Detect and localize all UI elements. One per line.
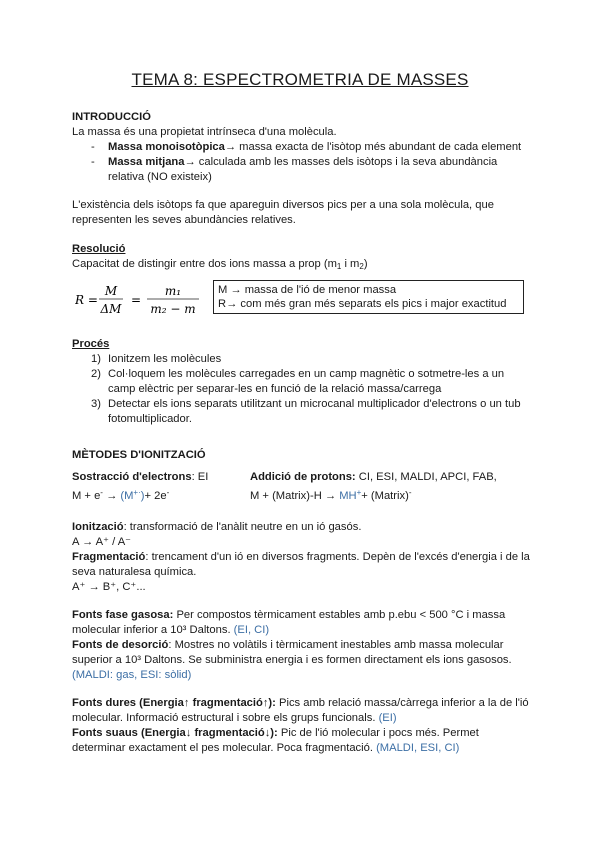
proces-heading: Procés (72, 338, 110, 350)
sostraccio-term: Sostracció d'electrons (72, 471, 192, 483)
formula-eq: = (131, 293, 142, 307)
addicio-equation (250, 485, 411, 504)
fragmentacio-text-cont: seva naturalesa química. (72, 566, 197, 578)
fonts-dures-cont (72, 711, 397, 726)
step-number: 1) (91, 353, 101, 365)
fonts-suaus-text-cont: determinar exactament el pes molecular. Poca fragmentació. (72, 742, 377, 754)
sostraccio-rest: : EI (191, 471, 209, 483)
intro-paragraph-2: representen les seves abundàncies relatives. (72, 214, 296, 226)
step-text: Ionitzem les molècules (108, 353, 222, 365)
list-item (91, 155, 531, 185)
resolucio-text: Capacitat de distingir entre dos ions massa a prop (m (72, 258, 337, 270)
eq-part: → (102, 490, 121, 502)
fonts-suaus-term: Fonts suaus (Energia↓ fragmentació↓): (72, 727, 278, 739)
fonts-dures (72, 696, 542, 711)
sostraccio-equation (72, 485, 169, 504)
resolution-formula (75, 283, 215, 317)
eq-blue (339, 490, 361, 502)
box-line-2: R→ com més gran més separats els pics i major exactitud (218, 298, 507, 310)
fonts-dures-examples: (EI) (378, 712, 397, 724)
fonts-suaus-text: Pic de l'ió molecular i pocs més. Permet (277, 727, 479, 739)
eq-sup: - (408, 488, 412, 497)
resolucio-text-mid: i m (341, 258, 360, 270)
list-item (91, 140, 531, 155)
bullet-text: → calculada amb les masses dels isòtops i la seva abundància (184, 156, 498, 168)
subscript-2: 2 (359, 262, 364, 271)
fonts-suaus-examples: (MALDI, ESI, CI) (376, 742, 460, 754)
fonts-dures-term: Fonts dures (Energia↑ fragmentació↑): (72, 697, 276, 709)
step-number: 3) (91, 398, 101, 410)
step-text-cont: fotomultiplicador. (108, 413, 192, 425)
ionitzacio-term: Ionització (72, 521, 124, 533)
fragmentacio-equation: A⁺ → B⁺, C⁺... (72, 581, 146, 593)
formula-f2-num: m₁ (164, 284, 182, 298)
eq-part: M + e (72, 490, 101, 502)
bullet-term: Massa monoisotòpica (108, 141, 225, 153)
formula-lhs: R = (75, 293, 98, 307)
fonts-gasosa-term: Fonts fase gasosa: (72, 609, 174, 621)
ionitzacio-definition (72, 520, 361, 535)
bullet-marker: - (91, 141, 95, 153)
fonts-suaus (72, 726, 542, 741)
eq-part: + 2e (144, 490, 167, 502)
bullet-marker: - (91, 156, 95, 168)
sostraccio-electrons (72, 470, 208, 485)
eq-part: + (Matrix) (361, 490, 409, 502)
eq-blue-sup: +· (133, 488, 141, 497)
addicio-protons (250, 470, 497, 485)
page-title: TEMA 8: ESPECTROMETRIA DE MASSES (131, 70, 469, 89)
fonts-desorcio-examples: (MALDI: gas, ESI: sòlid) (72, 669, 192, 681)
list-item (91, 352, 531, 367)
ionitzacio-equation: A → A⁺ / A⁻ (72, 536, 132, 548)
addicio-term: Addició de protons: (250, 471, 356, 483)
bullet-term: Massa mitjana (108, 156, 185, 168)
list-item (91, 367, 541, 397)
fonts-gasosa-text-cont: molecular inferior a 10³ Daltons. (72, 624, 234, 636)
list-item (91, 397, 541, 427)
intro-paragraph-1: L'existència dels isòtops fa que apareguin diversos pics per a una sola molècula, que (72, 199, 494, 211)
eq-part: M + (Matrix)-H → (250, 490, 340, 502)
box-line-1: M → massa de l'ió de menor massa (218, 284, 397, 296)
fonts-gasosa-examples: (EI, CI) (233, 624, 270, 636)
subscript-1: 1 (336, 262, 342, 271)
fonts-dures-text-cont: molecular. Informació estructural i sobre els grups funcionals. (72, 712, 379, 724)
eq-blue-part: (M (120, 490, 134, 502)
resolucio-text-end: ) (363, 258, 368, 270)
step-number: 2) (91, 368, 101, 380)
intro-heading: INTRODUCCIÓ (72, 111, 151, 123)
eq-blue-part: MH (339, 490, 357, 502)
resolution-note-box (213, 280, 524, 314)
fonts-gasosa (72, 608, 542, 623)
step-text: Col·loquem les molècules carregades en un camp magnètic o sotmetre-les a un (108, 368, 505, 380)
eq-blue (120, 490, 144, 502)
bullet-text-cont: relativa (NO existeix) (108, 171, 212, 183)
fragmentacio-definition (72, 550, 532, 565)
formula-f1-num: M (104, 284, 118, 298)
resolucio-heading: Resolució (72, 243, 126, 255)
fonts-desorcio (72, 638, 542, 653)
fonts-gasosa-text: Per compostos tèrmicament estables amb p.ebu < 500 °C i massa (173, 609, 506, 621)
eq-sup: - (100, 488, 103, 497)
addicio-rest: CI, ESI, MALDI, APCI, FAB, (355, 471, 497, 483)
formula-f1-den: ΔM (100, 302, 122, 316)
intro-line: La massa és una propietat intrínseca d'una molècula. (72, 126, 337, 138)
resolucio-line (72, 257, 368, 274)
ionitzacio-text: : transformació de l'anàlit neutre en un ió gasós. (123, 521, 362, 533)
eq-blue-sup: + (356, 488, 362, 497)
fonts-dures-text: Pics amb relació massa/càrrega inferior a la de l'ió (275, 697, 529, 709)
fonts-gasosa-cont (72, 623, 269, 638)
fonts-desorcio-term: Fonts de desorció (72, 639, 169, 651)
step-text-cont: camp elèctric per separar-les en funció de la relació massa/carrega (108, 383, 442, 395)
formula-f2-den: m₂ − m (150, 302, 196, 316)
bullet-text: → massa exacta de l'isòtop més abundant de cada element (224, 141, 522, 153)
fonts-desorcio-text-cont: superior a 10³ Daltons. Se subministra energia i es formen directament els ions gasosos. (72, 654, 512, 666)
eq-blue-end: ) (140, 490, 145, 502)
fonts-suaus-cont (72, 741, 459, 756)
metodes-heading: MÈTODES D'IONITZACIÓ (72, 449, 206, 461)
eq-sup: - (166, 488, 170, 497)
step-text: Detectar els ions separats utilitzant un microcanal multiplicador d'electrons o un tub (108, 398, 521, 410)
fragmentacio-term: Fragmentació (72, 551, 146, 563)
fonts-desorcio-text: : Mostres no volàtils i tèrmicament inestables amb massa molecular (168, 639, 504, 651)
fragmentacio-text: : trencament d'un ió en diversos fragments. Depèn de l'excés d'energia i de la (145, 551, 530, 563)
